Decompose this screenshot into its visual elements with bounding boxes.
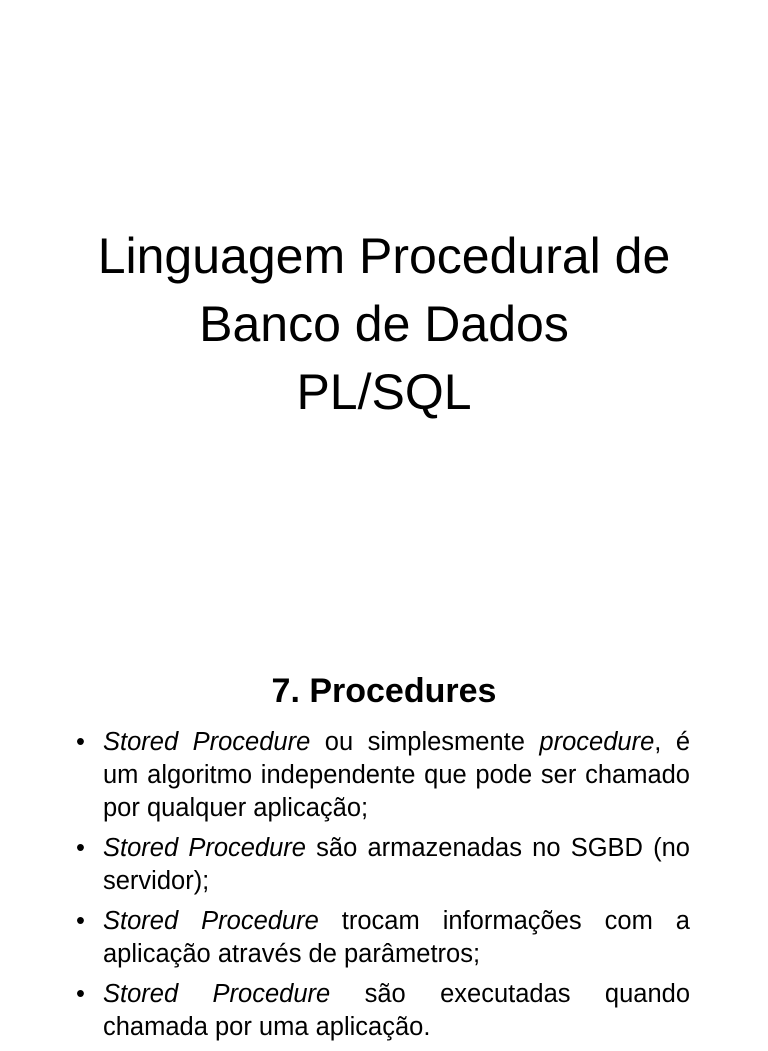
bullet-list <box>76 726 690 1051</box>
bullet-item <box>76 726 690 825</box>
slide-title <box>0 222 768 426</box>
bullet-item <box>76 978 690 1044</box>
slide-title-line: Linguagem Procedural de <box>97 228 671 284</box>
section-heading: 7. Procedures <box>271 672 497 710</box>
term-stored-procedure: Stored Procedure <box>103 980 331 1008</box>
bullet-item <box>76 905 690 971</box>
bullet-text: são executadas quando chamada por uma aplicação. <box>103 980 690 1041</box>
term-stored-procedure: Stored Procedure <box>103 728 311 756</box>
bullet-text: , é um algoritmo independente que pode ser chamado por qualquer aplicação; <box>103 728 691 822</box>
bullet-text: são armazenadas no SGBD (no servidor); <box>103 834 690 895</box>
term-stored-procedure: Stored Procedure <box>103 834 306 862</box>
bullet-text: trocam informações com a aplicação através de parâmetros; <box>103 907 690 968</box>
bullet-text: ou simplesmente <box>310 728 540 756</box>
bullet-item <box>76 832 690 898</box>
slide-title-line: Banco de Dados <box>199 296 569 352</box>
slide-title-line: PL/SQL <box>296 364 472 420</box>
term-stored-procedure: Stored Procedure <box>103 907 319 935</box>
term-procedure: procedure <box>539 728 655 756</box>
